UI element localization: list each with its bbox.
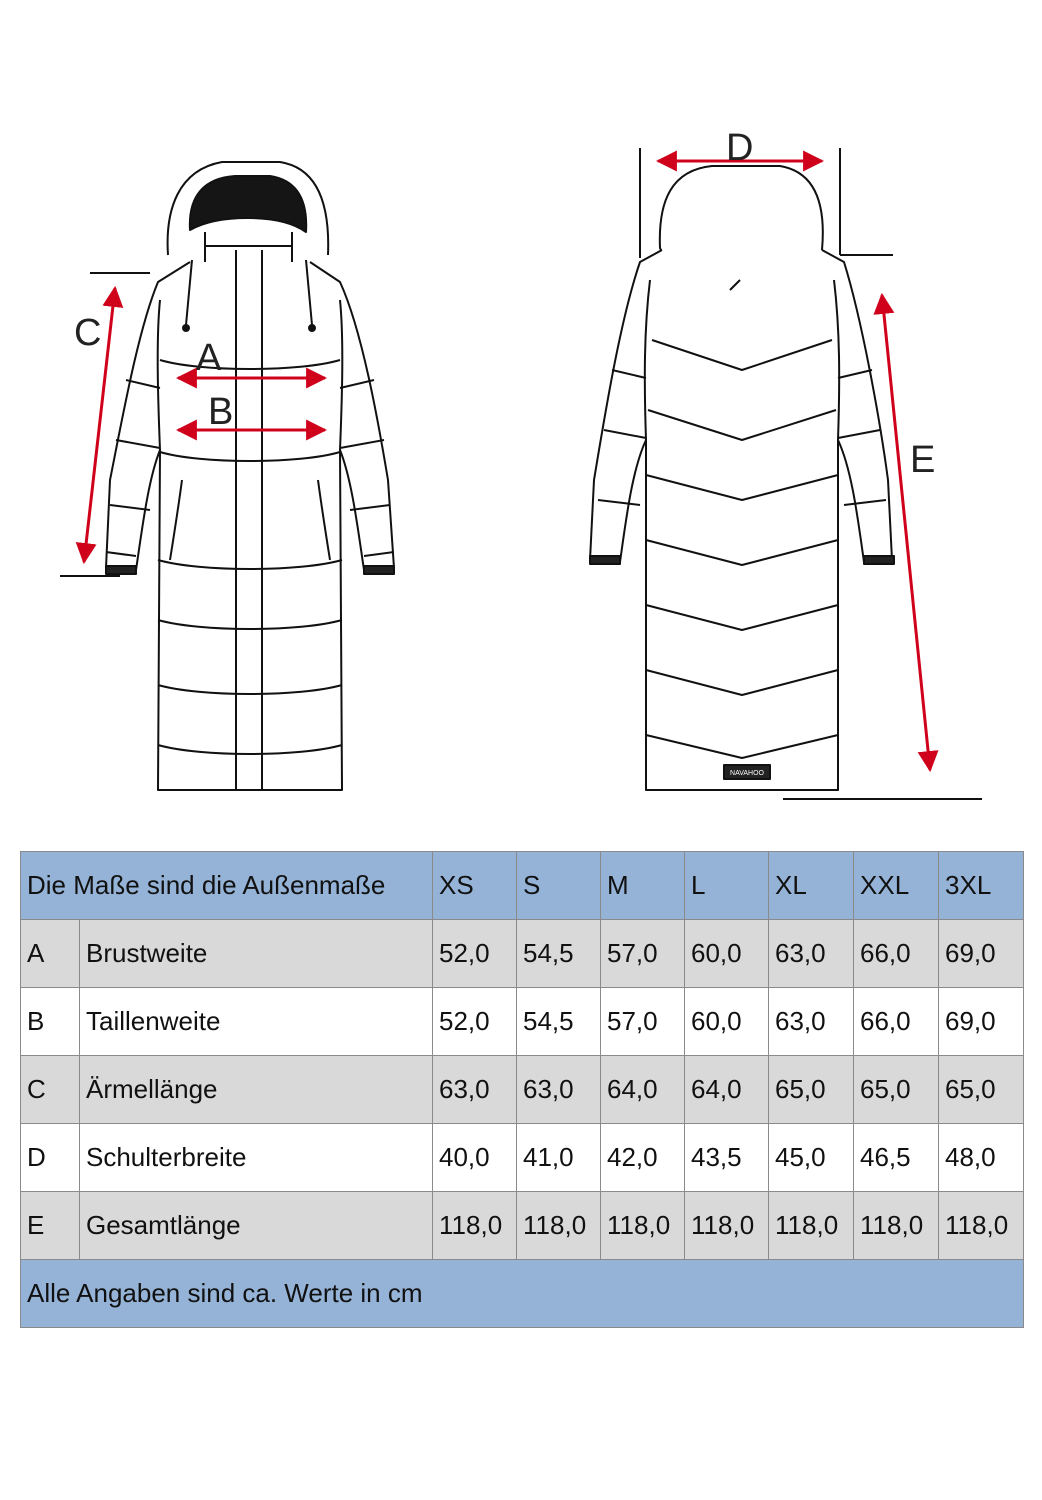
table-cell: 42,0 bbox=[601, 1124, 685, 1192]
table-cell: 65,0 bbox=[939, 1056, 1024, 1124]
table-cell: 65,0 bbox=[769, 1056, 854, 1124]
table-cell: 64,0 bbox=[685, 1056, 769, 1124]
table-cell: 45,0 bbox=[769, 1124, 854, 1192]
table-row bbox=[21, 1192, 1024, 1260]
table-cell: 63,0 bbox=[769, 988, 854, 1056]
table-cell: 41,0 bbox=[517, 1124, 601, 1192]
label-e: E bbox=[910, 439, 936, 481]
size-header: M bbox=[601, 852, 685, 920]
table-cell: 63,0 bbox=[769, 920, 854, 988]
table-cell: 69,0 bbox=[939, 988, 1024, 1056]
table-cell: 65,0 bbox=[854, 1056, 939, 1124]
row-name: Schulterbreite bbox=[80, 1124, 433, 1192]
table-cell: 118,0 bbox=[433, 1192, 517, 1260]
row-code: B bbox=[21, 988, 80, 1056]
table-cell: 52,0 bbox=[433, 920, 517, 988]
coat-front-illustration bbox=[106, 162, 394, 790]
size-table bbox=[20, 851, 1024, 1328]
table-cell: 118,0 bbox=[769, 1192, 854, 1260]
label-b: B bbox=[208, 391, 234, 433]
table-cell: 57,0 bbox=[601, 988, 685, 1056]
table-cell: 118,0 bbox=[601, 1192, 685, 1260]
table-cell: 63,0 bbox=[517, 1056, 601, 1124]
table-cell: 43,5 bbox=[685, 1124, 769, 1192]
table-cell: 60,0 bbox=[685, 988, 769, 1056]
table-cell: 69,0 bbox=[939, 920, 1024, 988]
size-header: 3XL bbox=[939, 852, 1024, 920]
table-row bbox=[21, 988, 1024, 1056]
label-c: C bbox=[74, 312, 102, 354]
table-header-label: Die Maße sind die Außenmaße bbox=[21, 852, 433, 920]
row-name: Ärmellänge bbox=[80, 1056, 433, 1124]
row-code: E bbox=[21, 1192, 80, 1260]
table-cell: 64,0 bbox=[601, 1056, 685, 1124]
table-cell: 118,0 bbox=[685, 1192, 769, 1260]
table-footer-note: Alle Angaben sind ca. Werte in cm bbox=[21, 1260, 1024, 1328]
coat-back-illustration bbox=[590, 166, 894, 790]
table-cell: 66,0 bbox=[854, 988, 939, 1056]
row-name: Gesamtlänge bbox=[80, 1192, 433, 1260]
row-code: C bbox=[21, 1056, 80, 1124]
table-cell: 52,0 bbox=[433, 988, 517, 1056]
table-cell: 66,0 bbox=[854, 920, 939, 988]
row-name: Taillenweite bbox=[80, 988, 433, 1056]
size-header: L bbox=[685, 852, 769, 920]
table-footer-row bbox=[21, 1260, 1024, 1328]
table-cell: 63,0 bbox=[433, 1056, 517, 1124]
table-cell: 57,0 bbox=[601, 920, 685, 988]
table-cell: 118,0 bbox=[517, 1192, 601, 1260]
table-cell: 118,0 bbox=[939, 1192, 1024, 1260]
table-row bbox=[21, 1124, 1024, 1192]
table-header-row bbox=[21, 852, 1024, 920]
label-a: A bbox=[196, 337, 222, 379]
table-cell: 40,0 bbox=[433, 1124, 517, 1192]
table-cell: 54,5 bbox=[517, 988, 601, 1056]
table-row bbox=[21, 1056, 1024, 1124]
table-cell: 48,0 bbox=[939, 1124, 1024, 1192]
table-cell: 118,0 bbox=[854, 1192, 939, 1260]
row-code: D bbox=[21, 1124, 80, 1192]
size-header: S bbox=[517, 852, 601, 920]
table-cell: 60,0 bbox=[685, 920, 769, 988]
size-header: XXL bbox=[854, 852, 939, 920]
row-code: A bbox=[21, 920, 80, 988]
brand-badge: NAVAHOO bbox=[730, 770, 764, 777]
size-header: XS bbox=[433, 852, 517, 920]
table-cell: 46,5 bbox=[854, 1124, 939, 1192]
table-row bbox=[21, 920, 1024, 988]
label-d: D bbox=[726, 127, 754, 169]
table-cell: 54,5 bbox=[517, 920, 601, 988]
row-name: Brustweite bbox=[80, 920, 433, 988]
size-header: XL bbox=[769, 852, 854, 920]
